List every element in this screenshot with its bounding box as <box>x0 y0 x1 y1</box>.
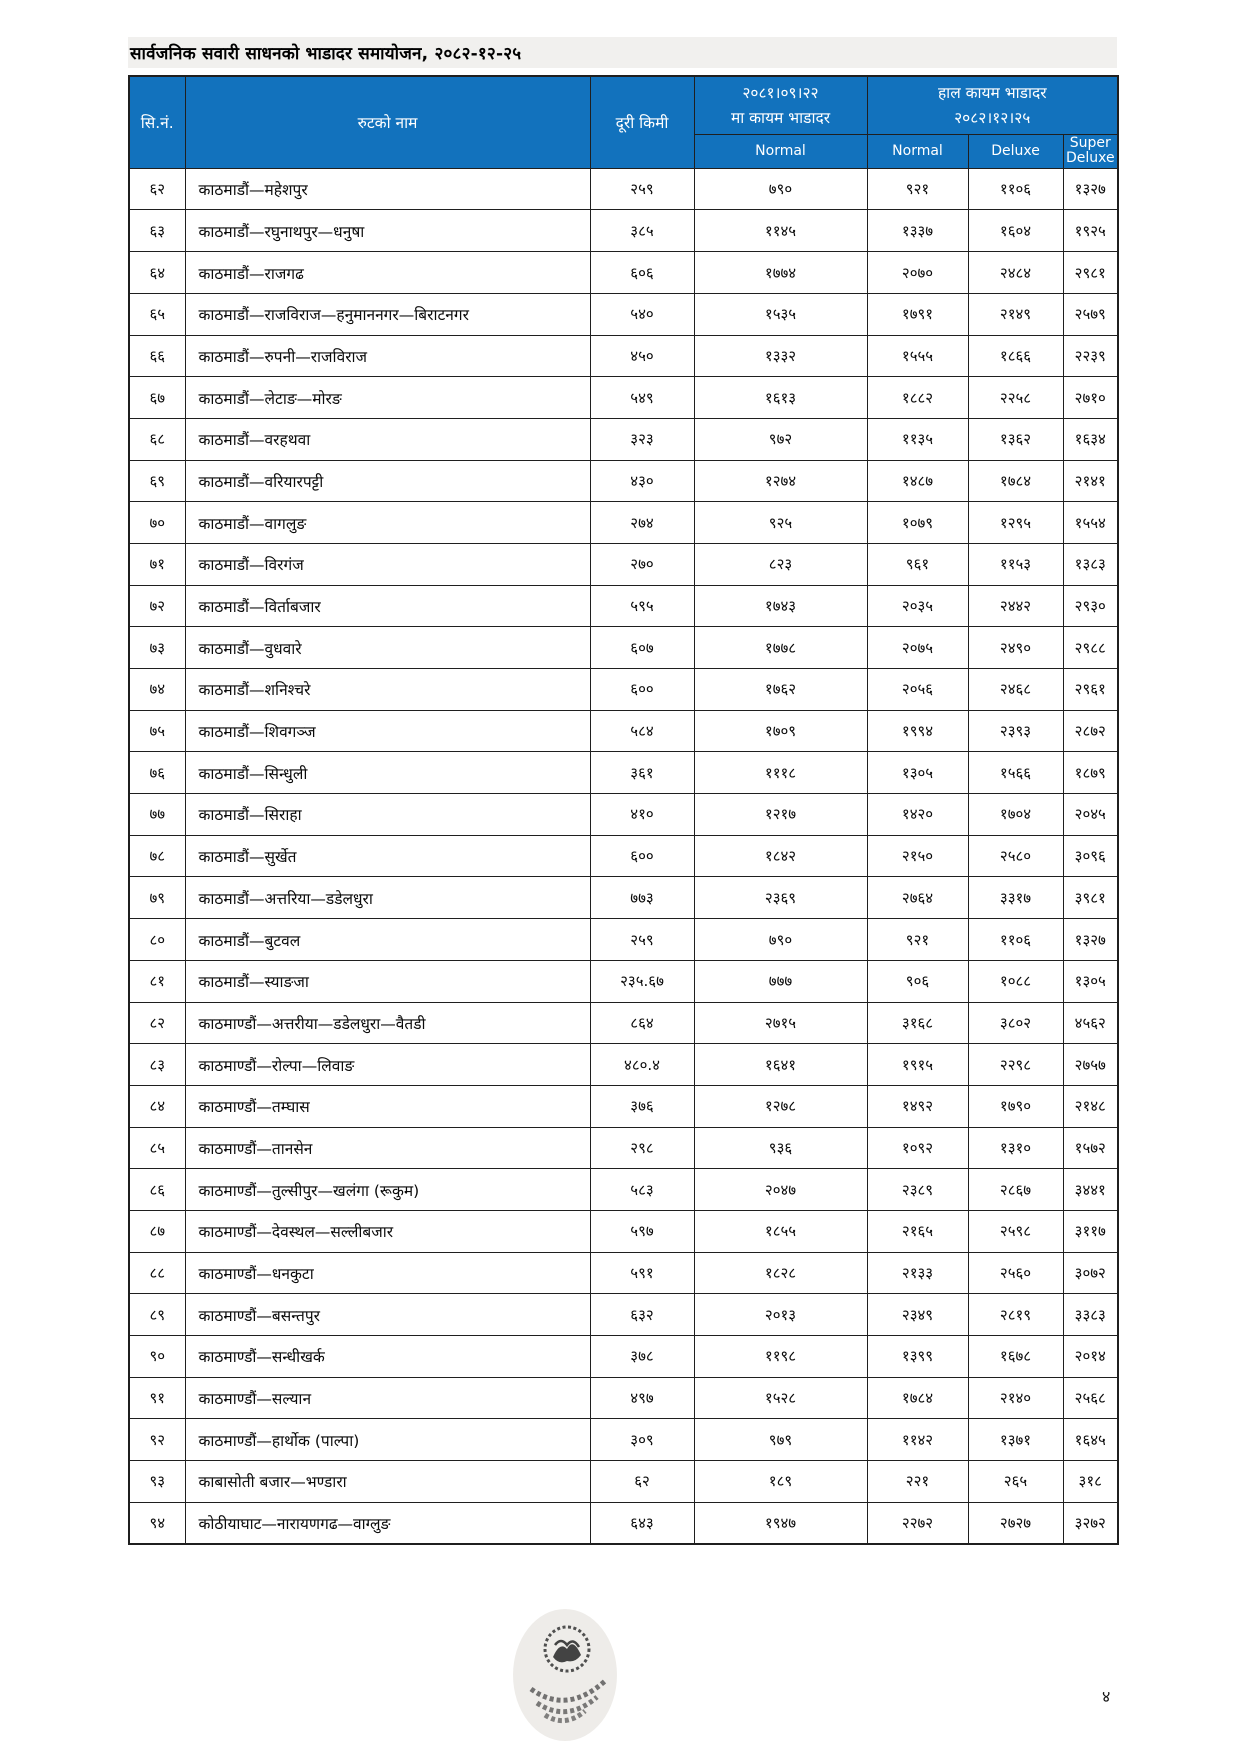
normal-fare-cell: १४९२ <box>867 1085 968 1127</box>
table-row <box>129 794 1118 836</box>
table-row <box>129 1002 1118 1044</box>
route-cell: काठमाण्डौं—रोल्पा—लिवाङ <box>185 1044 590 1086</box>
super-deluxe-fare-cell: २१४८ <box>1063 1085 1118 1127</box>
old-normal-fare-cell: १८९ <box>694 1461 867 1503</box>
serial-cell: ९३ <box>129 1461 185 1503</box>
normal-fare-cell: १३९९ <box>867 1336 968 1378</box>
route-cell: कोठीयाघाट—नारायणगढ—वाग्लुङ <box>185 1502 590 1544</box>
super-deluxe-fare-cell: १५५४ <box>1063 502 1118 544</box>
table-row <box>129 460 1118 502</box>
deluxe-fare-cell: २१४९ <box>968 293 1063 335</box>
route-cell: काठमाडौं—महेशपुर <box>185 168 590 210</box>
col-header-normal: Normal <box>867 135 968 169</box>
table-row <box>129 1127 1118 1169</box>
route-cell: काठमाण्डौं—देवस्थल—सल्लीबजार <box>185 1210 590 1252</box>
distance-cell: ३८५ <box>590 210 694 252</box>
normal-fare-cell: २०५६ <box>867 669 968 711</box>
normal-fare-cell: ९०६ <box>867 960 968 1002</box>
route-cell: काठमाडौं—रघुनाथपुर—धनुषा <box>185 210 590 252</box>
route-cell: काठमाडौं—वरियारपट्टी <box>185 460 590 502</box>
distance-cell: २७० <box>590 543 694 585</box>
route-cell: काठमाण्डौं—धनकुटा <box>185 1252 590 1294</box>
distance-cell: ८६४ <box>590 1002 694 1044</box>
serial-cell: ६७ <box>129 377 185 419</box>
normal-fare-cell: १०९२ <box>867 1127 968 1169</box>
super-deluxe-fare-cell: ३९८१ <box>1063 877 1118 919</box>
table-row <box>129 418 1118 460</box>
table-row <box>129 1419 1118 1461</box>
deluxe-fare-cell: २६५ <box>968 1461 1063 1503</box>
route-cell: काठमाण्डौं—तम्घास <box>185 1085 590 1127</box>
old-normal-fare-cell: ९३६ <box>694 1127 867 1169</box>
serial-cell: ८८ <box>129 1252 185 1294</box>
distance-cell: ४३० <box>590 460 694 502</box>
old-normal-fare-cell: १८४२ <box>694 835 867 877</box>
super-deluxe-fare-cell: २७५७ <box>1063 1044 1118 1086</box>
deluxe-fare-cell: २८१९ <box>968 1294 1063 1336</box>
fare-table-body <box>129 168 1118 1544</box>
normal-fare-cell: २०७० <box>867 252 968 294</box>
title-strip <box>128 37 1117 68</box>
serial-cell: ७१ <box>129 543 185 585</box>
fare-table <box>128 75 1119 1545</box>
serial-cell: ७९ <box>129 877 185 919</box>
serial-cell: ६५ <box>129 293 185 335</box>
serial-cell: ६४ <box>129 252 185 294</box>
serial-cell: ८१ <box>129 960 185 1002</box>
normal-fare-cell: १८८२ <box>867 377 968 419</box>
old-normal-fare-cell: १७६२ <box>694 669 867 711</box>
col-group-current-fare <box>867 76 1118 135</box>
super-deluxe-fare-cell: २२३९ <box>1063 335 1118 377</box>
old-normal-fare-cell: ८२३ <box>694 543 867 585</box>
deluxe-fare-cell: १३७१ <box>968 1419 1063 1461</box>
table-row <box>129 710 1118 752</box>
deluxe-fare-cell: २४८४ <box>968 252 1063 294</box>
normal-fare-cell: १५५५ <box>867 335 968 377</box>
route-cell: काबासोती बजार—भण्डारा <box>185 1461 590 1503</box>
normal-fare-cell: २०३५ <box>867 585 968 627</box>
normal-fare-cell: २२१ <box>867 1461 968 1503</box>
normal-fare-cell: १०७९ <box>867 502 968 544</box>
old-normal-fare-cell: १२७८ <box>694 1085 867 1127</box>
super-deluxe-fare-cell: १६४५ <box>1063 1419 1118 1461</box>
distance-cell: ६०० <box>590 669 694 711</box>
deluxe-fare-cell: १७९० <box>968 1085 1063 1127</box>
serial-cell: ८० <box>129 919 185 961</box>
table-row <box>129 543 1118 585</box>
table-row <box>129 1461 1118 1503</box>
normal-fare-cell: १४२० <box>867 794 968 836</box>
serial-cell: ७४ <box>129 669 185 711</box>
deluxe-fare-cell: २५६० <box>968 1252 1063 1294</box>
super-deluxe-fare-cell: २१४१ <box>1063 460 1118 502</box>
serial-cell: ७८ <box>129 835 185 877</box>
deluxe-fare-cell: १८६६ <box>968 335 1063 377</box>
deluxe-fare-cell: २७२७ <box>968 1502 1063 1544</box>
distance-cell: ५४९ <box>590 377 694 419</box>
normal-fare-cell: २२७२ <box>867 1502 968 1544</box>
super-deluxe-fare-cell: १८७९ <box>1063 752 1118 794</box>
old-normal-fare-cell: १७७८ <box>694 627 867 669</box>
super-deluxe-fare-cell: ३०७२ <box>1063 1252 1118 1294</box>
old-normal-fare-cell: ७९० <box>694 168 867 210</box>
deluxe-fare-cell: १३६२ <box>968 418 1063 460</box>
col-group-old-fare <box>694 76 867 135</box>
normal-fare-cell: १९९४ <box>867 710 968 752</box>
super-deluxe-fare-cell: २९८१ <box>1063 252 1118 294</box>
col-header-route: रुटको नाम <box>185 76 590 168</box>
serial-cell: ७६ <box>129 752 185 794</box>
super-deluxe-fare-cell: २५६८ <box>1063 1377 1118 1419</box>
deluxe-fare-cell: १५६६ <box>968 752 1063 794</box>
old-fare-date: २०८१।०९।२२ <box>742 84 819 103</box>
col-header-serial: सि.नं. <box>129 76 185 168</box>
distance-cell: ३६१ <box>590 752 694 794</box>
route-cell: काठमाडौं—राजगढ <box>185 252 590 294</box>
normal-fare-cell: ९६१ <box>867 543 968 585</box>
deluxe-fare-cell: २२९८ <box>968 1044 1063 1086</box>
distance-cell: ५९५ <box>590 585 694 627</box>
old-normal-fare-cell: १७०९ <box>694 710 867 752</box>
deluxe-fare-cell: २८६७ <box>968 1169 1063 1211</box>
distance-cell: ४९७ <box>590 1377 694 1419</box>
serial-cell: ९२ <box>129 1419 185 1461</box>
super-deluxe-fare-cell: ३४४१ <box>1063 1169 1118 1211</box>
deluxe-fare-cell: ३८०२ <box>968 1002 1063 1044</box>
route-cell: काठमाडौं—सिराहा <box>185 794 590 836</box>
page-title: सार्वजनिक सवारी साधनको भाडादर समायोजन, २०८२-१२-२५ <box>130 44 522 64</box>
route-cell: काठमाडौं—विर्ताबजार <box>185 585 590 627</box>
distance-cell: २५९ <box>590 919 694 961</box>
deluxe-fare-cell: ३३१७ <box>968 877 1063 919</box>
old-normal-fare-cell: १७७४ <box>694 252 867 294</box>
super-deluxe-fare-cell: १९२५ <box>1063 210 1118 252</box>
table-row <box>129 377 1118 419</box>
table-row <box>129 252 1118 294</box>
table-row <box>129 1294 1118 1336</box>
old-normal-fare-cell: ७७७ <box>694 960 867 1002</box>
distance-cell: २३५.६७ <box>590 960 694 1002</box>
normal-fare-cell: ११३५ <box>867 418 968 460</box>
route-cell: काठमाण्डौं—सन्धीखर्क <box>185 1336 590 1378</box>
deluxe-fare-cell: २४६८ <box>968 669 1063 711</box>
current-fare-label: हाल कायम भाडादर <box>937 84 1047 103</box>
old-normal-fare-cell: ११९८ <box>694 1336 867 1378</box>
distance-cell: ३७८ <box>590 1336 694 1378</box>
distance-cell: २९८ <box>590 1127 694 1169</box>
route-cell: काठमाण्डौं—सल्यान <box>185 1377 590 1419</box>
route-cell: काठमाडौं—वरहथवा <box>185 418 590 460</box>
table-row <box>129 1169 1118 1211</box>
old-normal-fare-cell: १५२८ <box>694 1377 867 1419</box>
super-deluxe-fare-cell: २९३० <box>1063 585 1118 627</box>
normal-fare-cell: १३३७ <box>867 210 968 252</box>
route-cell: काठमाडौं—अत्तरिया—डडेलधुरा <box>185 877 590 919</box>
super-deluxe-fare-cell: २५७९ <box>1063 293 1118 335</box>
distance-cell: ६३२ <box>590 1294 694 1336</box>
distance-cell: ६४३ <box>590 1502 694 1544</box>
distance-cell: ६०७ <box>590 627 694 669</box>
route-cell: काठमाण्डौं—बसन्तपुर <box>185 1294 590 1336</box>
normal-fare-cell: २१५० <box>867 835 968 877</box>
super-deluxe-fare-cell: १६३४ <box>1063 418 1118 460</box>
deluxe-fare-cell: १३१० <box>968 1127 1063 1169</box>
table-row <box>129 752 1118 794</box>
route-cell: काठमाडौं—लेटाङ—मोरङ <box>185 377 590 419</box>
route-cell: काठमाडौं—सुर्खेत <box>185 835 590 877</box>
normal-fare-cell: १७९१ <box>867 293 968 335</box>
col-header-super-deluxe: Super Deluxe <box>1063 135 1118 169</box>
serial-cell: ८७ <box>129 1210 185 1252</box>
normal-fare-cell: ९२१ <box>867 168 968 210</box>
serial-cell: ७३ <box>129 627 185 669</box>
serial-cell: ८४ <box>129 1085 185 1127</box>
distance-cell: ५८३ <box>590 1169 694 1211</box>
deluxe-fare-cell: २४४२ <box>968 585 1063 627</box>
distance-cell: ३०९ <box>590 1419 694 1461</box>
normal-fare-cell: ३१६८ <box>867 1002 968 1044</box>
super-deluxe-fare-cell: २८७२ <box>1063 710 1118 752</box>
current-fare-date: २०८२।१२।२५ <box>954 108 1031 127</box>
distance-cell: ५९७ <box>590 1210 694 1252</box>
deluxe-fare-cell: १७८४ <box>968 460 1063 502</box>
old-normal-fare-cell: १३३२ <box>694 335 867 377</box>
distance-cell: ४१० <box>590 794 694 836</box>
super-deluxe-fare-cell: १३२७ <box>1063 919 1118 961</box>
distance-cell: ६०६ <box>590 252 694 294</box>
old-normal-fare-cell: १८५५ <box>694 1210 867 1252</box>
serial-cell: ८६ <box>129 1169 185 1211</box>
distance-cell: ५८४ <box>590 710 694 752</box>
normal-fare-cell: १४८७ <box>867 460 968 502</box>
normal-fare-cell: ९२१ <box>867 919 968 961</box>
super-deluxe-fare-cell: ३२७२ <box>1063 1502 1118 1544</box>
deluxe-fare-cell: ११०६ <box>968 919 1063 961</box>
table-row <box>129 1502 1118 1544</box>
deluxe-fare-cell: १०८८ <box>968 960 1063 1002</box>
old-normal-fare-cell: १७४३ <box>694 585 867 627</box>
old-normal-fare-cell: २०४७ <box>694 1169 867 1211</box>
deluxe-fare-cell: २३९३ <box>968 710 1063 752</box>
deluxe-fare-cell: ११०६ <box>968 168 1063 210</box>
old-normal-fare-cell: १६१३ <box>694 377 867 419</box>
distance-cell: २५९ <box>590 168 694 210</box>
old-normal-fare-cell: २७१५ <box>694 1002 867 1044</box>
route-cell: काठमाडौं—स्याङजा <box>185 960 590 1002</box>
route-cell: काठमाडौं—शिवगञ्ज <box>185 710 590 752</box>
page-number: ४ <box>1102 1687 1111 1706</box>
normal-fare-cell: १७८४ <box>867 1377 968 1419</box>
normal-fare-cell: १३०५ <box>867 752 968 794</box>
route-cell: काठमाडौं—राजविराज—हनुमाननगर—बिराटनगर <box>185 293 590 335</box>
serial-cell: ७७ <box>129 794 185 836</box>
old-normal-fare-cell: १११८ <box>694 752 867 794</box>
deluxe-fare-cell: २४९० <box>968 627 1063 669</box>
super-deluxe-fare-cell: २९८८ <box>1063 627 1118 669</box>
super-deluxe-fare-cell: २९६१ <box>1063 669 1118 711</box>
normal-fare-cell: २३८९ <box>867 1169 968 1211</box>
distance-cell: ६०० <box>590 835 694 877</box>
deluxe-fare-cell: १६७८ <box>968 1336 1063 1378</box>
serial-cell: ९० <box>129 1336 185 1378</box>
serial-cell: ७२ <box>129 585 185 627</box>
normal-fare-cell: २७६४ <box>867 877 968 919</box>
old-normal-fare-cell: १२१७ <box>694 794 867 836</box>
serial-cell: ६३ <box>129 210 185 252</box>
table-row <box>129 877 1118 919</box>
route-cell: काठमाडौं—विरगंज <box>185 543 590 585</box>
super-deluxe-fare-cell: २७१० <box>1063 377 1118 419</box>
table-row <box>129 1210 1118 1252</box>
old-normal-fare-cell: ११४५ <box>694 210 867 252</box>
serial-cell: ८३ <box>129 1044 185 1086</box>
table-row <box>129 627 1118 669</box>
deluxe-fare-cell: १६०४ <box>968 210 1063 252</box>
route-cell: काठमाण्डौं—तुल्सीपुर—खलंगा (रूकुम) <box>185 1169 590 1211</box>
table-row <box>129 585 1118 627</box>
super-deluxe-fare-cell: १३८३ <box>1063 543 1118 585</box>
government-seal <box>505 1605 635 1747</box>
normal-fare-cell: २०७५ <box>867 627 968 669</box>
serial-cell: ६८ <box>129 418 185 460</box>
old-normal-fare-cell: ९७९ <box>694 1419 867 1461</box>
table-row <box>129 1085 1118 1127</box>
old-normal-fare-cell: ९२५ <box>694 502 867 544</box>
old-fare-label: मा कायम भाडादर <box>730 108 831 127</box>
super-deluxe-fare-cell: २०४५ <box>1063 794 1118 836</box>
deluxe-fare-cell: २२५८ <box>968 377 1063 419</box>
serial-cell: ७० <box>129 502 185 544</box>
normal-fare-cell: ११४२ <box>867 1419 968 1461</box>
route-cell: काठमाण्डौं—हार्थोक (पाल्पा) <box>185 1419 590 1461</box>
serial-cell: ८२ <box>129 1002 185 1044</box>
table-row <box>129 1252 1118 1294</box>
super-deluxe-fare-cell: १३०५ <box>1063 960 1118 1002</box>
serial-cell: ९१ <box>129 1377 185 1419</box>
deluxe-fare-cell: २१४० <box>968 1377 1063 1419</box>
old-normal-fare-cell: १८२८ <box>694 1252 867 1294</box>
old-normal-fare-cell: ९७२ <box>694 418 867 460</box>
route-cell: काठमाडौं—शनिश्चरे <box>185 669 590 711</box>
super-deluxe-fare-cell: २०१४ <box>1063 1336 1118 1378</box>
route-cell: काठमाडौं—बुटवल <box>185 919 590 961</box>
table-row <box>129 669 1118 711</box>
route-cell: काठमाडौं—सिन्धुली <box>185 752 590 794</box>
normal-fare-cell: २१३३ <box>867 1252 968 1294</box>
route-cell: काठमाण्डौं—अत्तरीया—डडेलधुरा—वैतडी <box>185 1002 590 1044</box>
super-deluxe-fare-cell: १५७२ <box>1063 1127 1118 1169</box>
deluxe-fare-cell: ११५३ <box>968 543 1063 585</box>
table-row <box>129 335 1118 377</box>
distance-cell: ३२३ <box>590 418 694 460</box>
old-normal-fare-cell: २०१३ <box>694 1294 867 1336</box>
distance-cell: ४५० <box>590 335 694 377</box>
serial-cell: ८५ <box>129 1127 185 1169</box>
route-cell: काठमाडौं—वुधवारे <box>185 627 590 669</box>
table-row <box>129 168 1118 210</box>
table-row <box>129 1044 1118 1086</box>
super-deluxe-fare-cell: ३०९६ <box>1063 835 1118 877</box>
distance-cell: ६२ <box>590 1461 694 1503</box>
table-row <box>129 835 1118 877</box>
normal-fare-cell: २१६५ <box>867 1210 968 1252</box>
route-cell: काठमाडौं—रुपनी—राजविराज <box>185 335 590 377</box>
super-deluxe-fare-cell: १३२७ <box>1063 168 1118 210</box>
fare-table-header <box>129 76 1118 168</box>
table-row <box>129 210 1118 252</box>
serial-cell: ७५ <box>129 710 185 752</box>
normal-fare-cell: २३४९ <box>867 1294 968 1336</box>
serial-cell: ६६ <box>129 335 185 377</box>
distance-cell: २७४ <box>590 502 694 544</box>
old-normal-fare-cell: १६४१ <box>694 1044 867 1086</box>
old-normal-fare-cell: १२७४ <box>694 460 867 502</box>
table-row <box>129 919 1118 961</box>
distance-cell: ३७६ <box>590 1085 694 1127</box>
old-normal-fare-cell: २३६९ <box>694 877 867 919</box>
normal-fare-cell: १९१५ <box>867 1044 968 1086</box>
route-cell: काठमाण्डौं—तानसेन <box>185 1127 590 1169</box>
distance-cell: ५४० <box>590 293 694 335</box>
table-row <box>129 1377 1118 1419</box>
super-deluxe-fare-cell: ३१८ <box>1063 1461 1118 1503</box>
deluxe-fare-cell: २५९८ <box>968 1210 1063 1252</box>
distance-cell: ५९१ <box>590 1252 694 1294</box>
super-deluxe-fare-cell: ३११७ <box>1063 1210 1118 1252</box>
table-row <box>129 1336 1118 1378</box>
serial-cell: ६२ <box>129 168 185 210</box>
deluxe-fare-cell: २५८० <box>968 835 1063 877</box>
old-normal-fare-cell: १९४७ <box>694 1502 867 1544</box>
route-cell: काठमाडौं—वागलुङ <box>185 502 590 544</box>
table-row <box>129 960 1118 1002</box>
old-normal-fare-cell: ७९० <box>694 919 867 961</box>
serial-cell: ८९ <box>129 1294 185 1336</box>
distance-cell: ४८०.४ <box>590 1044 694 1086</box>
super-deluxe-fare-cell: ३३८३ <box>1063 1294 1118 1336</box>
serial-cell: ६९ <box>129 460 185 502</box>
old-normal-fare-cell: १५३५ <box>694 293 867 335</box>
col-header-old-normal: Normal <box>694 135 867 169</box>
serial-cell: ९४ <box>129 1502 185 1544</box>
col-header-distance: दूरी किमी <box>590 76 694 168</box>
table-row <box>129 293 1118 335</box>
col-header-deluxe: Deluxe <box>968 135 1063 169</box>
deluxe-fare-cell: १२९५ <box>968 502 1063 544</box>
deluxe-fare-cell: १७०४ <box>968 794 1063 836</box>
table-row <box>129 502 1118 544</box>
distance-cell: ७७३ <box>590 877 694 919</box>
super-deluxe-fare-cell: ४५६२ <box>1063 1002 1118 1044</box>
